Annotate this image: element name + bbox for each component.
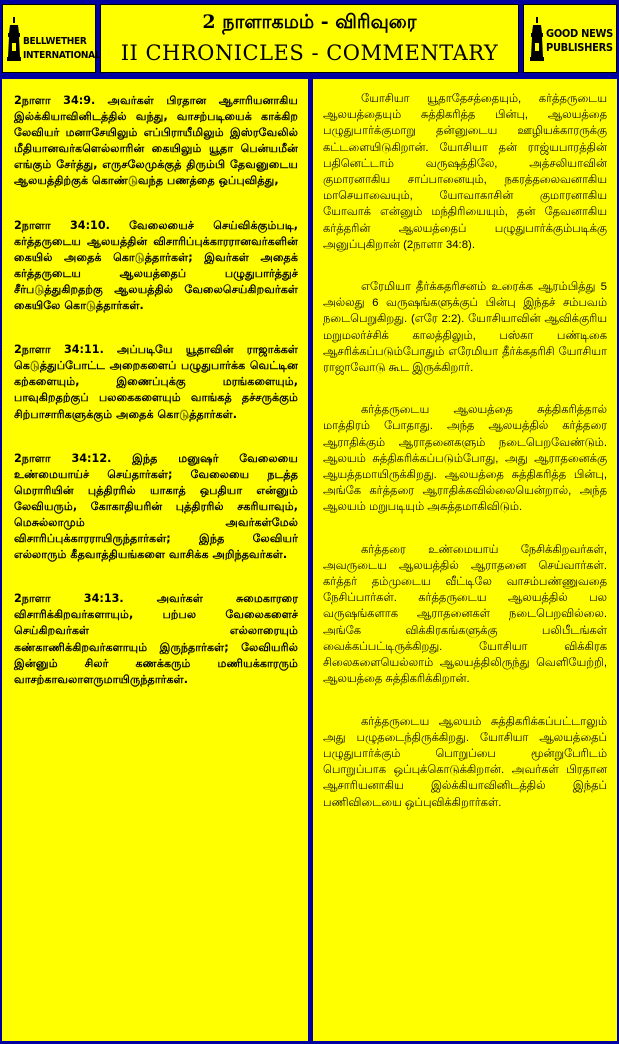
commentary-column	[313, 79, 617, 1041]
good-news-logo-text: GOOD NEWS PUBLISHERS	[546, 27, 613, 54]
verse-paragraph: 2நாளா 34:9. அவர்கள் பிரதான ஆசாரியனாகிய இல்க்கியாவினிடத்தில் வந்து, வாசற்படியைக் காக்கிற லேவியர் மனாசேயிலும் எப்பிராயீமிலும் இஸ்ரவேலில் மீதியானவர்களெல்லாரின் கையிலும் யூதா பென்யமீன் எங்கும் சேர்த்து, எருசலேமுக்குத் திரும்பி தேவனுடைய ஆலயத்திற்குக் கொண்டுவந்த பணத்தை ஒப்புவித்து,	[14, 94, 298, 188]
commentary-paragraph: கர்த்தருடைய ஆலயத்தை சுத்திகரித்தால் மாத்திரம் போதாது. அந்த ஆலயத்தில் கர்த்தரை ஆராதிக்கும் ஆராதனைகளும் நடைபெறவேண்டும். ஆலயம் சுத்திகரிக்கப்படும்போது, அது ஆராதனைக்கு ஆயத்தமாயிருக்கிறது. ஆலயத்தை சுத்திகரித்த பின்பு, அங்கே கர்த்தரை ஆராதிக்கவில்லையென்றால், அந்த ஆலயம் மறுபடியும் அசுத்தமாகிவிடும்.	[323, 404, 607, 514]
commentary-paragraph: யோசியா யூதாதேசத்தையும், கர்த்தருடைய ஆலயத்தையும் சுத்திகரித்த பின்பு, ஆலயத்தை பழுதுபார்க்குமாறு தன்னுடைய ஊழியக்காரருக்கு கட்டளையிடுகிறான். யோசியா தன் ராஜ்யபாரத்தின் பதினெட்டாம் வருஷத்திலே, அத்சலியாவின் குமாரனாகிய சாப்பானையும், நகரத்தலைவனாகிய மாசெயாவையும், யோவாகாசின் குமாரனாகிய யோவாக் என்னும் மந்திரியையும், தன் தேவனாகிய கர்த்தரின் ஆலயத்தைப் பழுதுபார்க்கும்படிக்கு அனுப்புகிறான் (2நாளா 34:8).	[323, 93, 607, 251]
good-news-logo	[523, 4, 617, 73]
commentary-paragraph: கர்த்தருடைய ஆலயம் சுத்திகரிக்கப்பட்டாலும் அது பழுதடைந்திருக்கிறது. யோசியா ஆலயத்தைப் பழுதுபார்க்கும் பொறுப்பை மூன்றுபேரிடம் பொறுப்பாக ஒப்புக்கொடுக்கிறான். அவர்கள் பிரதான ஆசாரியனாகிய இல்க்கியாவினிடத்தில் இந்தப் பணிவிடையை ஒப்புவிக்கிறார்கள்.	[323, 715, 607, 809]
commentary-paragraph: எரேமியா தீர்க்கதரிசனம் உரைக்க ஆரம்பித்து 5 அல்லது 6 வருஷங்களுக்குப் பின்பு இந்தச் சம்பவம் நடைபெறுகிறது. (எரே 2:2). யோசியாவின் ஆவிக்குரிய மறுமலர்ச்சிக் காலத்திலும், பஸ்கா பண்டிகை ஆசரிக்கப்படும்போதும் எரேமியா தீர்க்கதரிசி யோசியா ராஜாவோடு கூட இருக்கிறார்.	[323, 281, 607, 375]
commentary-paragraph: கர்த்தரை உண்மையாய் நேசிக்கிறவர்கள், அவருடைய ஆலயத்தில் ஆராதனை செய்வார்கள். கர்த்தர் தம்முடைய வீட்டிலே வாசம்பண்ணுவதை நேசிப்பார்கள். கர்த்தருடைய ஆலயத்தில் பல வருஷங்களாக ஆராதனைகள் நடைபெறவில்லை. அங்கே விக்கிரகங்களுக்கு பலிபீடங்கள் வைக்கப்பட்டிருக்கிறது. யோசியா விக்கிரக சிலைகளையெல்லாம் ஆலயத்திலிருந்து வெளியேற்றி, ஆலயத்தை சுத்திகரிக்கிறான்.	[323, 543, 607, 686]
title-box	[100, 4, 519, 73]
bellwether-logo-text: BELLWETHER INTERNATIONAL	[23, 36, 101, 61]
header	[2, 2, 617, 75]
verse-paragraph: 2நாளா 34:11. அப்படியே யூதாவின் ராஜாக்கள் கெடுத்துப்போட்ட அறைகளைப் பழுதுபார்க்க வெட்டின கற்களையும், இணைப்புக்கு மரங்களையும், பாவுகிறதற்குப் பலகைகளையும் வாங்கத் தச்சருக்கும் சிற்பாசாரிகளுக்கும் அதைக் கொடுத்தார்கள்.	[14, 343, 298, 421]
bellwether-tower-icon	[7, 17, 21, 61]
good-news-tower-icon	[530, 17, 544, 61]
verse-paragraph: 2நாளா 34:13. அவர்கள் சுமைகாரரை விசாரிக்கிறவர்களாயும், பற்பல வேலைகளைச் செய்கிறவர்கள் எல்லாரையும் கண்காணிக்கிறவர்களாயும் இருந்தார்கள்; லேவியரில் இன்னும் சிலர் கணக்கரும் மணியக்காரரும் வாசற்காவலாளருமாயிருந்தார்கள்.	[14, 592, 298, 686]
verse-paragraph: 2நாளா 34:10. வேலையைச் செய்விக்கும்படி, கர்த்தருடைய ஆலயத்தின் விசாரிப்புக்காரரானவர்களின் கையில் அதைக் கொடுத்தார்கள்; இவர்கள் அதைக் கர்த்தருடைய ஆலயத்தைப் பழுதுபார்த்துச் சீர்படுத்துகிறதற்கு ஆலயத்தில் வேலைசெய்கிறவர்கள் கையிலே கொடுத்தார்கள்.	[14, 218, 298, 313]
verse-paragraph: 2நாளா 34:12. இந்த மனுஷர் வேலையை உண்மையாய்ச் செய்தார்கள்; வேலையை நடத்த மெராரியின் புத்திரரில் யாகாத் ஒபதியா என்னும் லேவியரும், கோகாதியரின் புத்திரரில் சகரியாவும், மெசுல்லாமும் அவர்கள்மேல் விசாரிப்புக்காரராயிருந்தார்கள்; இந்த லேவியர் எல்லாரும் கீதவாத்தியங்களை வாசிக்க அறிந்தவர்கள்.	[14, 451, 298, 562]
bellwether-logo	[2, 4, 101, 73]
scripture-column	[2, 79, 308, 1041]
page-title-english: II CHRONICLES - COMMENTARY	[120, 41, 499, 65]
page-title-tamil: 2 நாளாகமம் - விரிவுரை	[202, 11, 417, 33]
